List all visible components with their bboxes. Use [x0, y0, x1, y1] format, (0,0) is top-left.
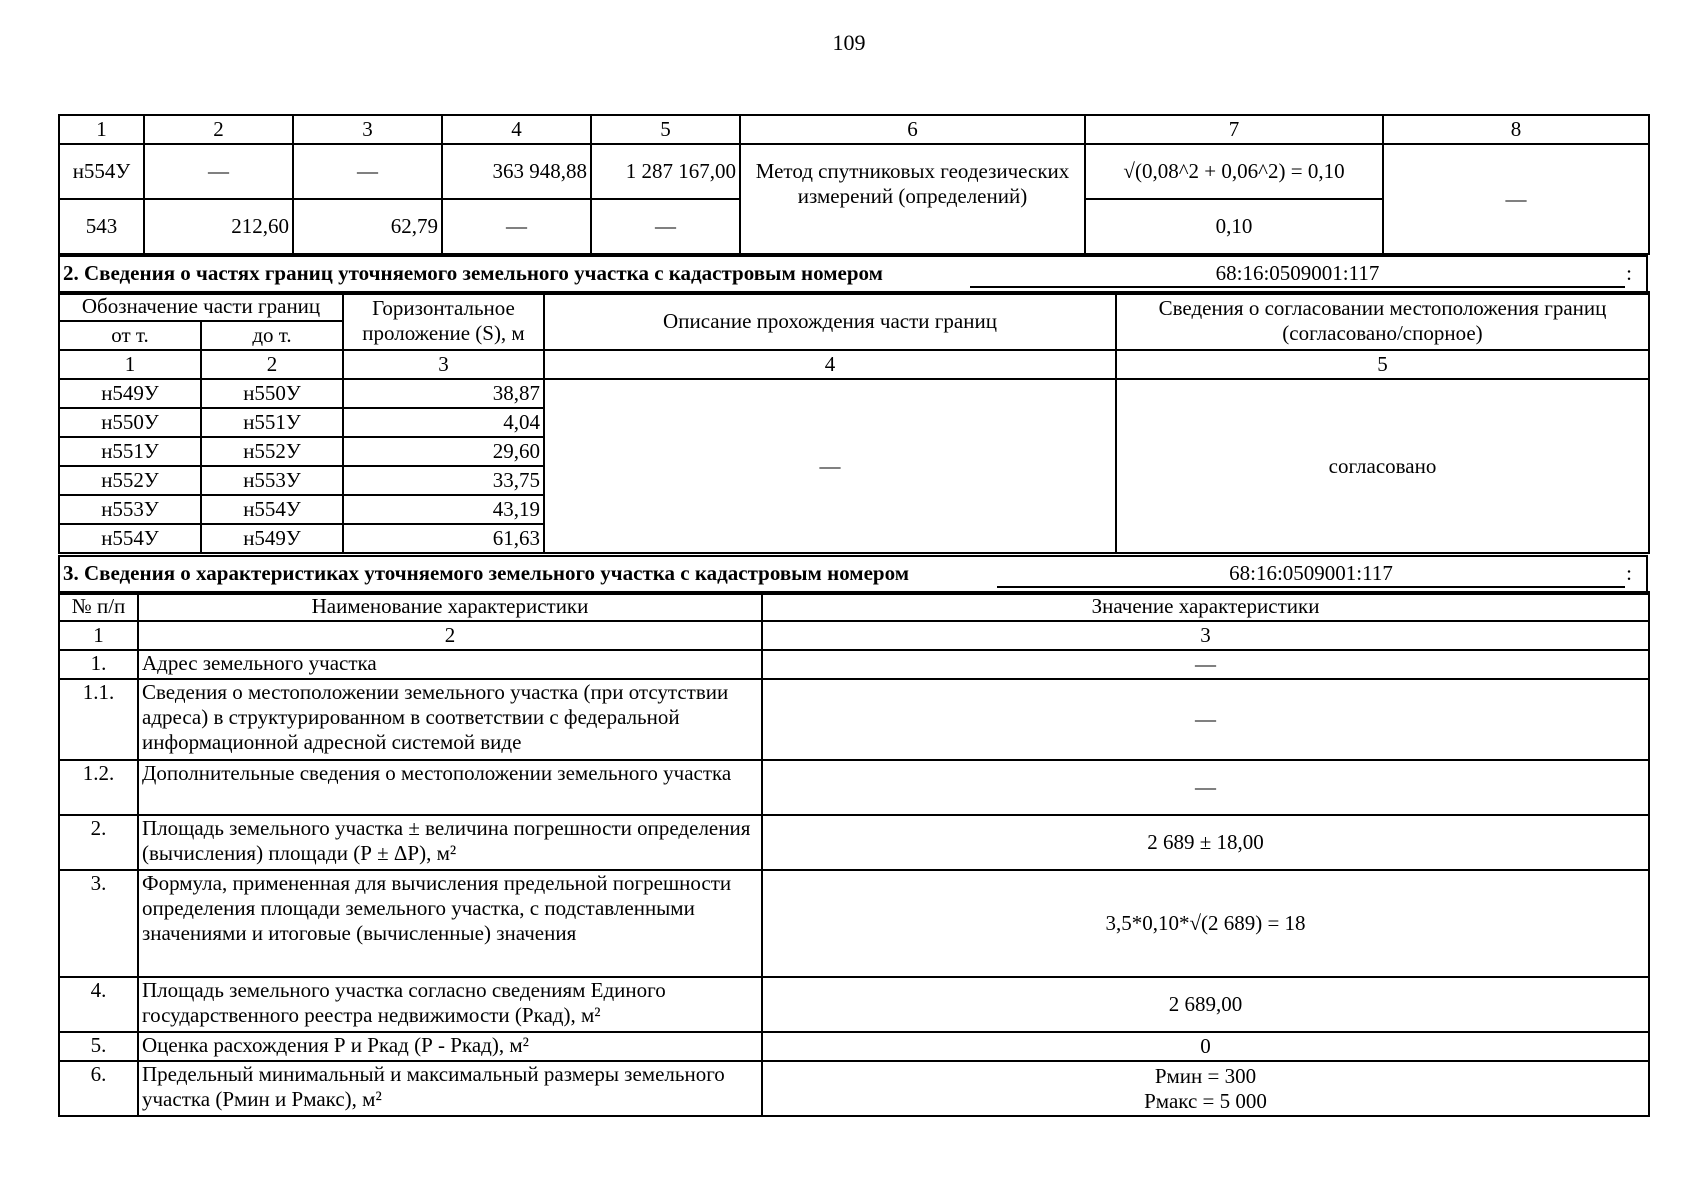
length-value: 33,75 [343, 466, 544, 495]
points-table [58, 114, 1650, 255]
cell-value: — [591, 199, 740, 254]
table-row [59, 760, 1649, 815]
cell-value: 212,60 [144, 199, 293, 254]
from-point: н553У [59, 495, 201, 524]
column-number: 4 [544, 350, 1116, 379]
characteristic-value: 2 689,00 [762, 977, 1649, 1032]
cell-value: 62,79 [293, 199, 442, 254]
table-row [59, 1061, 1649, 1116]
to-point: н552У [201, 437, 343, 466]
characteristic-value: 0 [762, 1032, 1649, 1061]
row-number: 1.2. [59, 760, 138, 815]
characteristic-value: 2 689 ± 18,00 [762, 815, 1649, 870]
characteristic-name: Предельный минимальный и максимальный размеры земельного участка (Рмин и Рмакс), м² [138, 1061, 762, 1116]
from-point: н554У [59, 524, 201, 553]
column-number: 3 [343, 350, 544, 379]
table-row [59, 977, 1649, 1032]
section2-heading [58, 255, 1648, 295]
table-row [59, 815, 1649, 870]
characteristic-name: Адрес земельного участка [138, 650, 762, 679]
to-point: н550У [201, 379, 343, 408]
header-cell: 7 [1085, 115, 1383, 144]
column-number: 2 [138, 621, 762, 650]
to-point: н551У [201, 408, 343, 437]
designation-header: Обозначение части границ [59, 292, 343, 321]
row-number: 2. [59, 815, 138, 870]
characteristic-name: Формула, примененная для вычисления предельной погрешности определения площади земельного участка, с подставленными значениями и итоговые (вычисленные) значения [138, 870, 762, 977]
boundary-parts-table [58, 291, 1650, 554]
table-row [59, 379, 1649, 408]
value-header: Значение характеристики [762, 592, 1649, 621]
header-cell: 3 [293, 115, 442, 144]
table-row [59, 679, 1649, 760]
table-row [59, 650, 1649, 679]
max-size-value: Рмакс = 5 000 [1144, 1088, 1267, 1113]
to-point: н553У [201, 466, 343, 495]
length-value: 43,19 [343, 495, 544, 524]
row-number: 1. [59, 650, 138, 679]
characteristic-name: Сведения о местоположении земельного участка (при отсутствии адреса) в структурированном в соответствии с федеральной информационной адресной системой виде [138, 679, 762, 760]
length-value: 38,87 [343, 379, 544, 408]
length-value: 29,60 [343, 437, 544, 466]
column-number: 1 [59, 621, 138, 650]
length-value: 61,63 [343, 524, 544, 553]
to-point: н549У [201, 524, 343, 553]
column-number: 2 [201, 350, 343, 379]
point-name: 543 [59, 199, 144, 254]
table-row [59, 1032, 1649, 1061]
colon: : [1626, 261, 1632, 285]
characteristic-value: 3,5*0,10*√(2 689) = 18 [762, 870, 1649, 977]
agreement-value: согласовано [1116, 379, 1649, 553]
row-number: 5. [59, 1032, 138, 1061]
point-name: н554У [59, 144, 144, 199]
column-number: 5 [1116, 350, 1649, 379]
table-row [59, 870, 1649, 977]
row-number: 3. [59, 870, 138, 977]
characteristics-table [58, 591, 1650, 1117]
coordinate-x: 363 948,88 [442, 144, 591, 199]
points-header-row [59, 115, 1649, 144]
header-cell: 5 [591, 115, 740, 144]
to-header: до т. [201, 321, 343, 350]
description-value: — [544, 379, 1116, 553]
header-cell: 2 [144, 115, 293, 144]
characteristic-name: Площадь земельного участка согласно сведениям Единого государственного реестра недвижимости (Ркад), м² [138, 977, 762, 1032]
characteristic-value [762, 1061, 1649, 1116]
min-size-value: Рмин = 300 [1154, 1063, 1257, 1088]
from-point: н551У [59, 437, 201, 466]
row-number: 6. [59, 1061, 138, 1116]
name-header: Наименование характеристики [138, 592, 762, 621]
section3-title: 3. Сведения о характеристиках уточняемого земельного участка с кадастровым номером [63, 561, 910, 585]
colon: : [1626, 561, 1632, 585]
cell-value: 0,10 [1085, 199, 1383, 254]
from-point: н549У [59, 379, 201, 408]
characteristic-name: Площадь земельного участка ± величина погрешности определения (вычисления) площади (Р ± ΔР), м² [138, 815, 762, 870]
header-cell: 8 [1383, 115, 1649, 144]
table-row [59, 144, 1649, 199]
page-number: 109 [832, 30, 866, 55]
characteristic-name: Дополнительные сведения о местоположении земельного участка [138, 760, 762, 815]
column-number: 3 [762, 621, 1649, 650]
coordinate-y: 1 287 167,00 [591, 144, 740, 199]
characteristic-value: — [762, 760, 1649, 815]
num-header: № п/п [59, 592, 138, 621]
characteristic-name: Оценка расхождения Р и Ркад (Р - Ркад), м² [138, 1032, 762, 1061]
header-cell: 1 [59, 115, 144, 144]
length-value: 4,04 [343, 408, 544, 437]
characteristic-value: — [762, 679, 1649, 760]
length-header: Горизонтальное проложение (S), м [343, 292, 544, 350]
cell-value: — [144, 144, 293, 199]
agreement-header: Сведения о согласовании местоположения границ (согласовано/спорное) [1116, 292, 1649, 350]
cell-value: — [1383, 144, 1649, 254]
header-cell: 4 [442, 115, 591, 144]
description-header: Описание прохождения части границ [544, 292, 1116, 350]
characteristic-value: — [762, 650, 1649, 679]
from-header: от т. [59, 321, 201, 350]
to-point: н554У [201, 495, 343, 524]
method-cell: Метод спутниковых геодезических измерений (определений) [740, 144, 1085, 254]
header-cell: 6 [740, 115, 1085, 144]
cadastral-number: 68:16:0509001:117 [970, 261, 1625, 288]
section3-heading [58, 555, 1648, 595]
cell-value: — [293, 144, 442, 199]
cadastral-number: 68:16:0509001:117 [997, 561, 1625, 588]
column-number: 1 [59, 350, 201, 379]
from-point: н552У [59, 466, 201, 495]
cell-value: — [442, 199, 591, 254]
section2-title: 2. Сведения о частях границ уточняемого земельного участка с кадастровым номером [63, 261, 883, 285]
from-point: н550У [59, 408, 201, 437]
row-number: 1.1. [59, 679, 138, 760]
row-number: 4. [59, 977, 138, 1032]
formula-cell: √(0,08^2 + 0,06^2) = 0,10 [1085, 144, 1383, 199]
